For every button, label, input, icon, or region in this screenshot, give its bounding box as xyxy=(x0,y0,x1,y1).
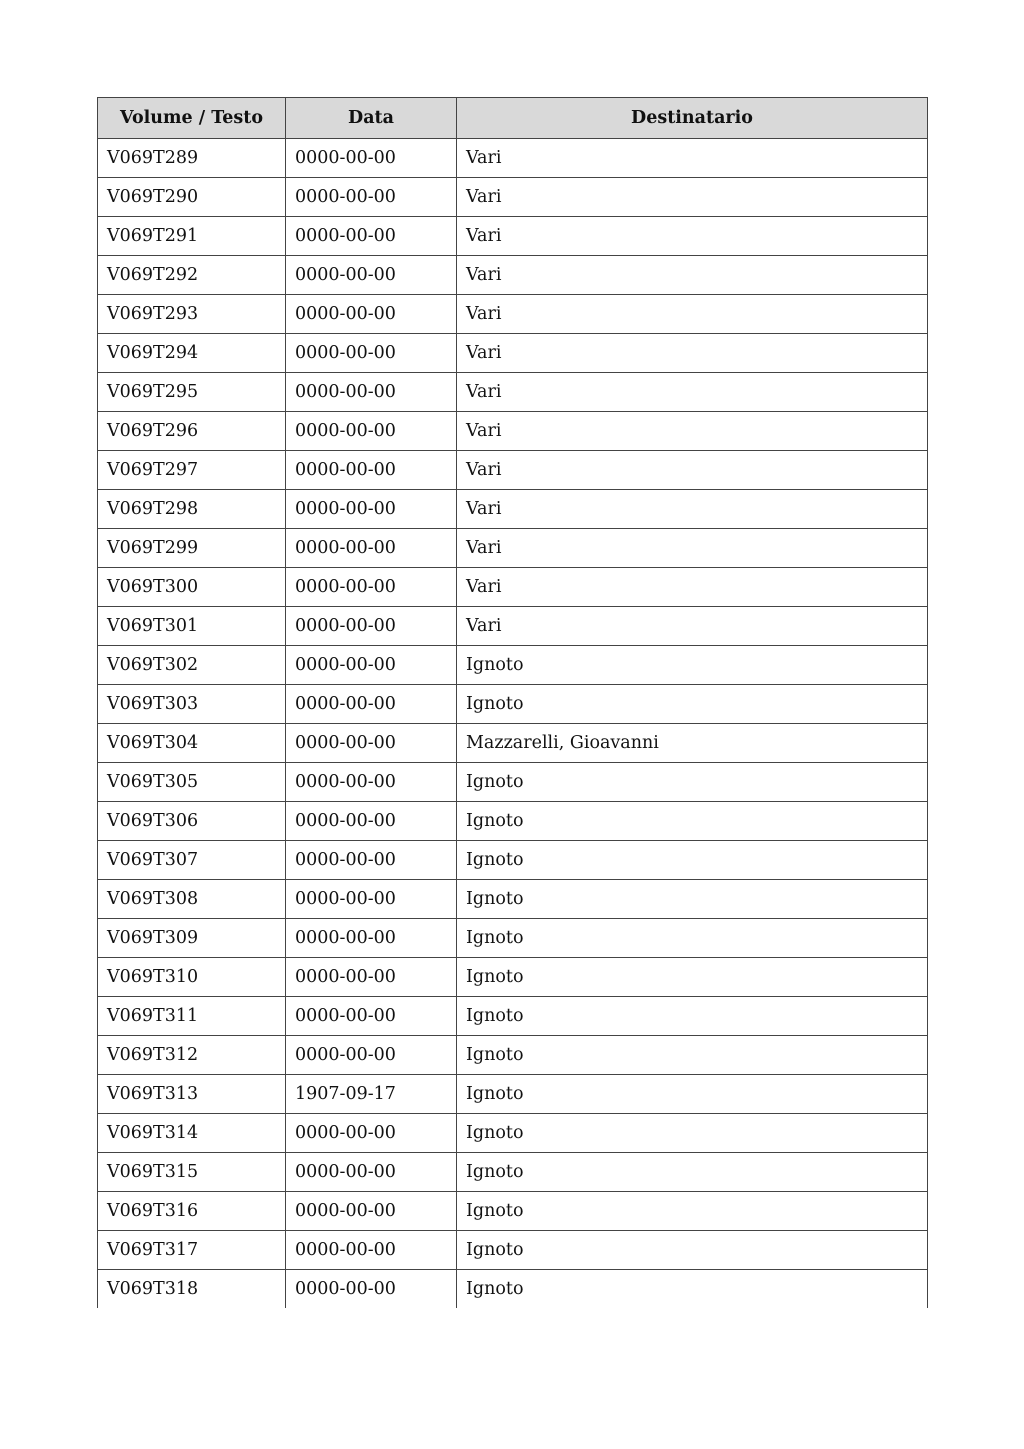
table-row xyxy=(98,568,928,607)
cell-volume-testo: V069T295 xyxy=(98,373,286,412)
table-row xyxy=(98,178,928,217)
table-row xyxy=(98,802,928,841)
table-row xyxy=(98,919,928,958)
cell-data: 0000-00-00 xyxy=(286,763,457,802)
table-row xyxy=(98,256,928,295)
table-row xyxy=(98,880,928,919)
cell-volume-testo: V069T308 xyxy=(98,880,286,919)
table-row xyxy=(98,217,928,256)
cell-destinatario: Ignoto xyxy=(457,997,928,1036)
cell-destinatario: Vari xyxy=(457,256,928,295)
cell-volume-testo: V069T305 xyxy=(98,763,286,802)
cell-data: 0000-00-00 xyxy=(286,256,457,295)
table-row xyxy=(98,1036,928,1075)
cell-destinatario: Ignoto xyxy=(457,1153,928,1192)
cell-volume-testo: V069T300 xyxy=(98,568,286,607)
cell-data: 0000-00-00 xyxy=(286,802,457,841)
cell-destinatario: Ignoto xyxy=(457,841,928,880)
cell-data: 0000-00-00 xyxy=(286,685,457,724)
table-row xyxy=(98,1270,928,1309)
cell-destinatario: Vari xyxy=(457,490,928,529)
cell-destinatario: Vari xyxy=(457,451,928,490)
cell-destinatario: Ignoto xyxy=(457,802,928,841)
table-row xyxy=(98,490,928,529)
cell-volume-testo: V069T316 xyxy=(98,1192,286,1231)
cell-data: 0000-00-00 xyxy=(286,997,457,1036)
cell-data: 0000-00-00 xyxy=(286,373,457,412)
cell-destinatario: Vari xyxy=(457,295,928,334)
cell-volume-testo: V069T291 xyxy=(98,217,286,256)
cell-volume-testo: V069T304 xyxy=(98,724,286,763)
table-row xyxy=(98,451,928,490)
table-row xyxy=(98,1231,928,1270)
cell-data: 0000-00-00 xyxy=(286,568,457,607)
cell-volume-testo: V069T314 xyxy=(98,1114,286,1153)
cell-destinatario: Ignoto xyxy=(457,958,928,997)
cell-data: 0000-00-00 xyxy=(286,295,457,334)
cell-volume-testo: V069T298 xyxy=(98,490,286,529)
cell-destinatario: Ignoto xyxy=(457,1270,928,1309)
cell-volume-testo: V069T301 xyxy=(98,607,286,646)
header-volume-testo: Volume / Testo xyxy=(98,98,286,139)
table-row xyxy=(98,1114,928,1153)
cell-volume-testo: V069T303 xyxy=(98,685,286,724)
cell-destinatario: Ignoto xyxy=(457,1075,928,1114)
cell-volume-testo: V069T312 xyxy=(98,1036,286,1075)
cell-data: 0000-00-00 xyxy=(286,1114,457,1153)
cell-destinatario: Vari xyxy=(457,334,928,373)
cell-destinatario: Mazzarelli, Gioavanni xyxy=(457,724,928,763)
cell-volume-testo: V069T302 xyxy=(98,646,286,685)
cell-destinatario: Vari xyxy=(457,178,928,217)
table-row xyxy=(98,373,928,412)
cell-destinatario: Ignoto xyxy=(457,919,928,958)
cell-volume-testo: V069T290 xyxy=(98,178,286,217)
cell-data: 0000-00-00 xyxy=(286,646,457,685)
cell-volume-testo: V069T317 xyxy=(98,1231,286,1270)
cell-data: 0000-00-00 xyxy=(286,1153,457,1192)
table-row xyxy=(98,1075,928,1114)
cell-destinatario: Vari xyxy=(457,217,928,256)
table-row xyxy=(98,763,928,802)
cell-volume-testo: V069T306 xyxy=(98,802,286,841)
records-table xyxy=(97,97,928,1308)
table-row xyxy=(98,724,928,763)
table-row xyxy=(98,607,928,646)
table-row xyxy=(98,334,928,373)
cell-destinatario: Vari xyxy=(457,607,928,646)
cell-volume-testo: V069T309 xyxy=(98,919,286,958)
cell-volume-testo: V069T299 xyxy=(98,529,286,568)
header-data: Data xyxy=(286,98,457,139)
cell-volume-testo: V069T318 xyxy=(98,1270,286,1309)
cell-destinatario: Ignoto xyxy=(457,1036,928,1075)
table-row xyxy=(98,1153,928,1192)
header-destinatario: Destinatario xyxy=(457,98,928,139)
cell-volume-testo: V069T293 xyxy=(98,295,286,334)
cell-data: 0000-00-00 xyxy=(286,217,457,256)
cell-volume-testo: V069T307 xyxy=(98,841,286,880)
cell-destinatario: Vari xyxy=(457,139,928,178)
cell-volume-testo: V069T310 xyxy=(98,958,286,997)
cell-volume-testo: V069T296 xyxy=(98,412,286,451)
cell-data: 0000-00-00 xyxy=(286,607,457,646)
table-row xyxy=(98,997,928,1036)
table-row xyxy=(98,841,928,880)
cell-volume-testo: V069T292 xyxy=(98,256,286,295)
cell-destinatario: Vari xyxy=(457,373,928,412)
table-row xyxy=(98,139,928,178)
cell-destinatario: Vari xyxy=(457,529,928,568)
cell-destinatario: Ignoto xyxy=(457,685,928,724)
cell-volume-testo: V069T313 xyxy=(98,1075,286,1114)
cell-data: 0000-00-00 xyxy=(286,841,457,880)
table-row xyxy=(98,958,928,997)
cell-destinatario: Ignoto xyxy=(457,880,928,919)
table-row xyxy=(98,646,928,685)
table-body xyxy=(98,139,928,1309)
cell-data: 0000-00-00 xyxy=(286,139,457,178)
table-row xyxy=(98,412,928,451)
cell-destinatario: Ignoto xyxy=(457,646,928,685)
cell-volume-testo: V069T294 xyxy=(98,334,286,373)
cell-data: 1907-09-17 xyxy=(286,1075,457,1114)
cell-data: 0000-00-00 xyxy=(286,451,457,490)
cell-volume-testo: V069T311 xyxy=(98,997,286,1036)
cell-data: 0000-00-00 xyxy=(286,958,457,997)
cell-volume-testo: V069T297 xyxy=(98,451,286,490)
table-row xyxy=(98,295,928,334)
cell-data: 0000-00-00 xyxy=(286,1036,457,1075)
cell-data: 0000-00-00 xyxy=(286,178,457,217)
cell-destinatario: Ignoto xyxy=(457,1114,928,1153)
cell-destinatario: Ignoto xyxy=(457,1192,928,1231)
cell-data: 0000-00-00 xyxy=(286,1192,457,1231)
cell-data: 0000-00-00 xyxy=(286,1270,457,1309)
cell-volume-testo: V069T315 xyxy=(98,1153,286,1192)
table-row xyxy=(98,529,928,568)
cell-data: 0000-00-00 xyxy=(286,1231,457,1270)
cell-destinatario: Ignoto xyxy=(457,1231,928,1270)
cell-data: 0000-00-00 xyxy=(286,919,457,958)
cell-volume-testo: V069T289 xyxy=(98,139,286,178)
table-row xyxy=(98,1192,928,1231)
cell-data: 0000-00-00 xyxy=(286,880,457,919)
cell-destinatario: Vari xyxy=(457,568,928,607)
cell-destinatario: Vari xyxy=(457,412,928,451)
table-row xyxy=(98,685,928,724)
cell-data: 0000-00-00 xyxy=(286,490,457,529)
cell-data: 0000-00-00 xyxy=(286,412,457,451)
table-header-row xyxy=(98,98,928,139)
cell-data: 0000-00-00 xyxy=(286,724,457,763)
cell-data: 0000-00-00 xyxy=(286,529,457,568)
cell-data: 0000-00-00 xyxy=(286,334,457,373)
cell-destinatario: Ignoto xyxy=(457,763,928,802)
